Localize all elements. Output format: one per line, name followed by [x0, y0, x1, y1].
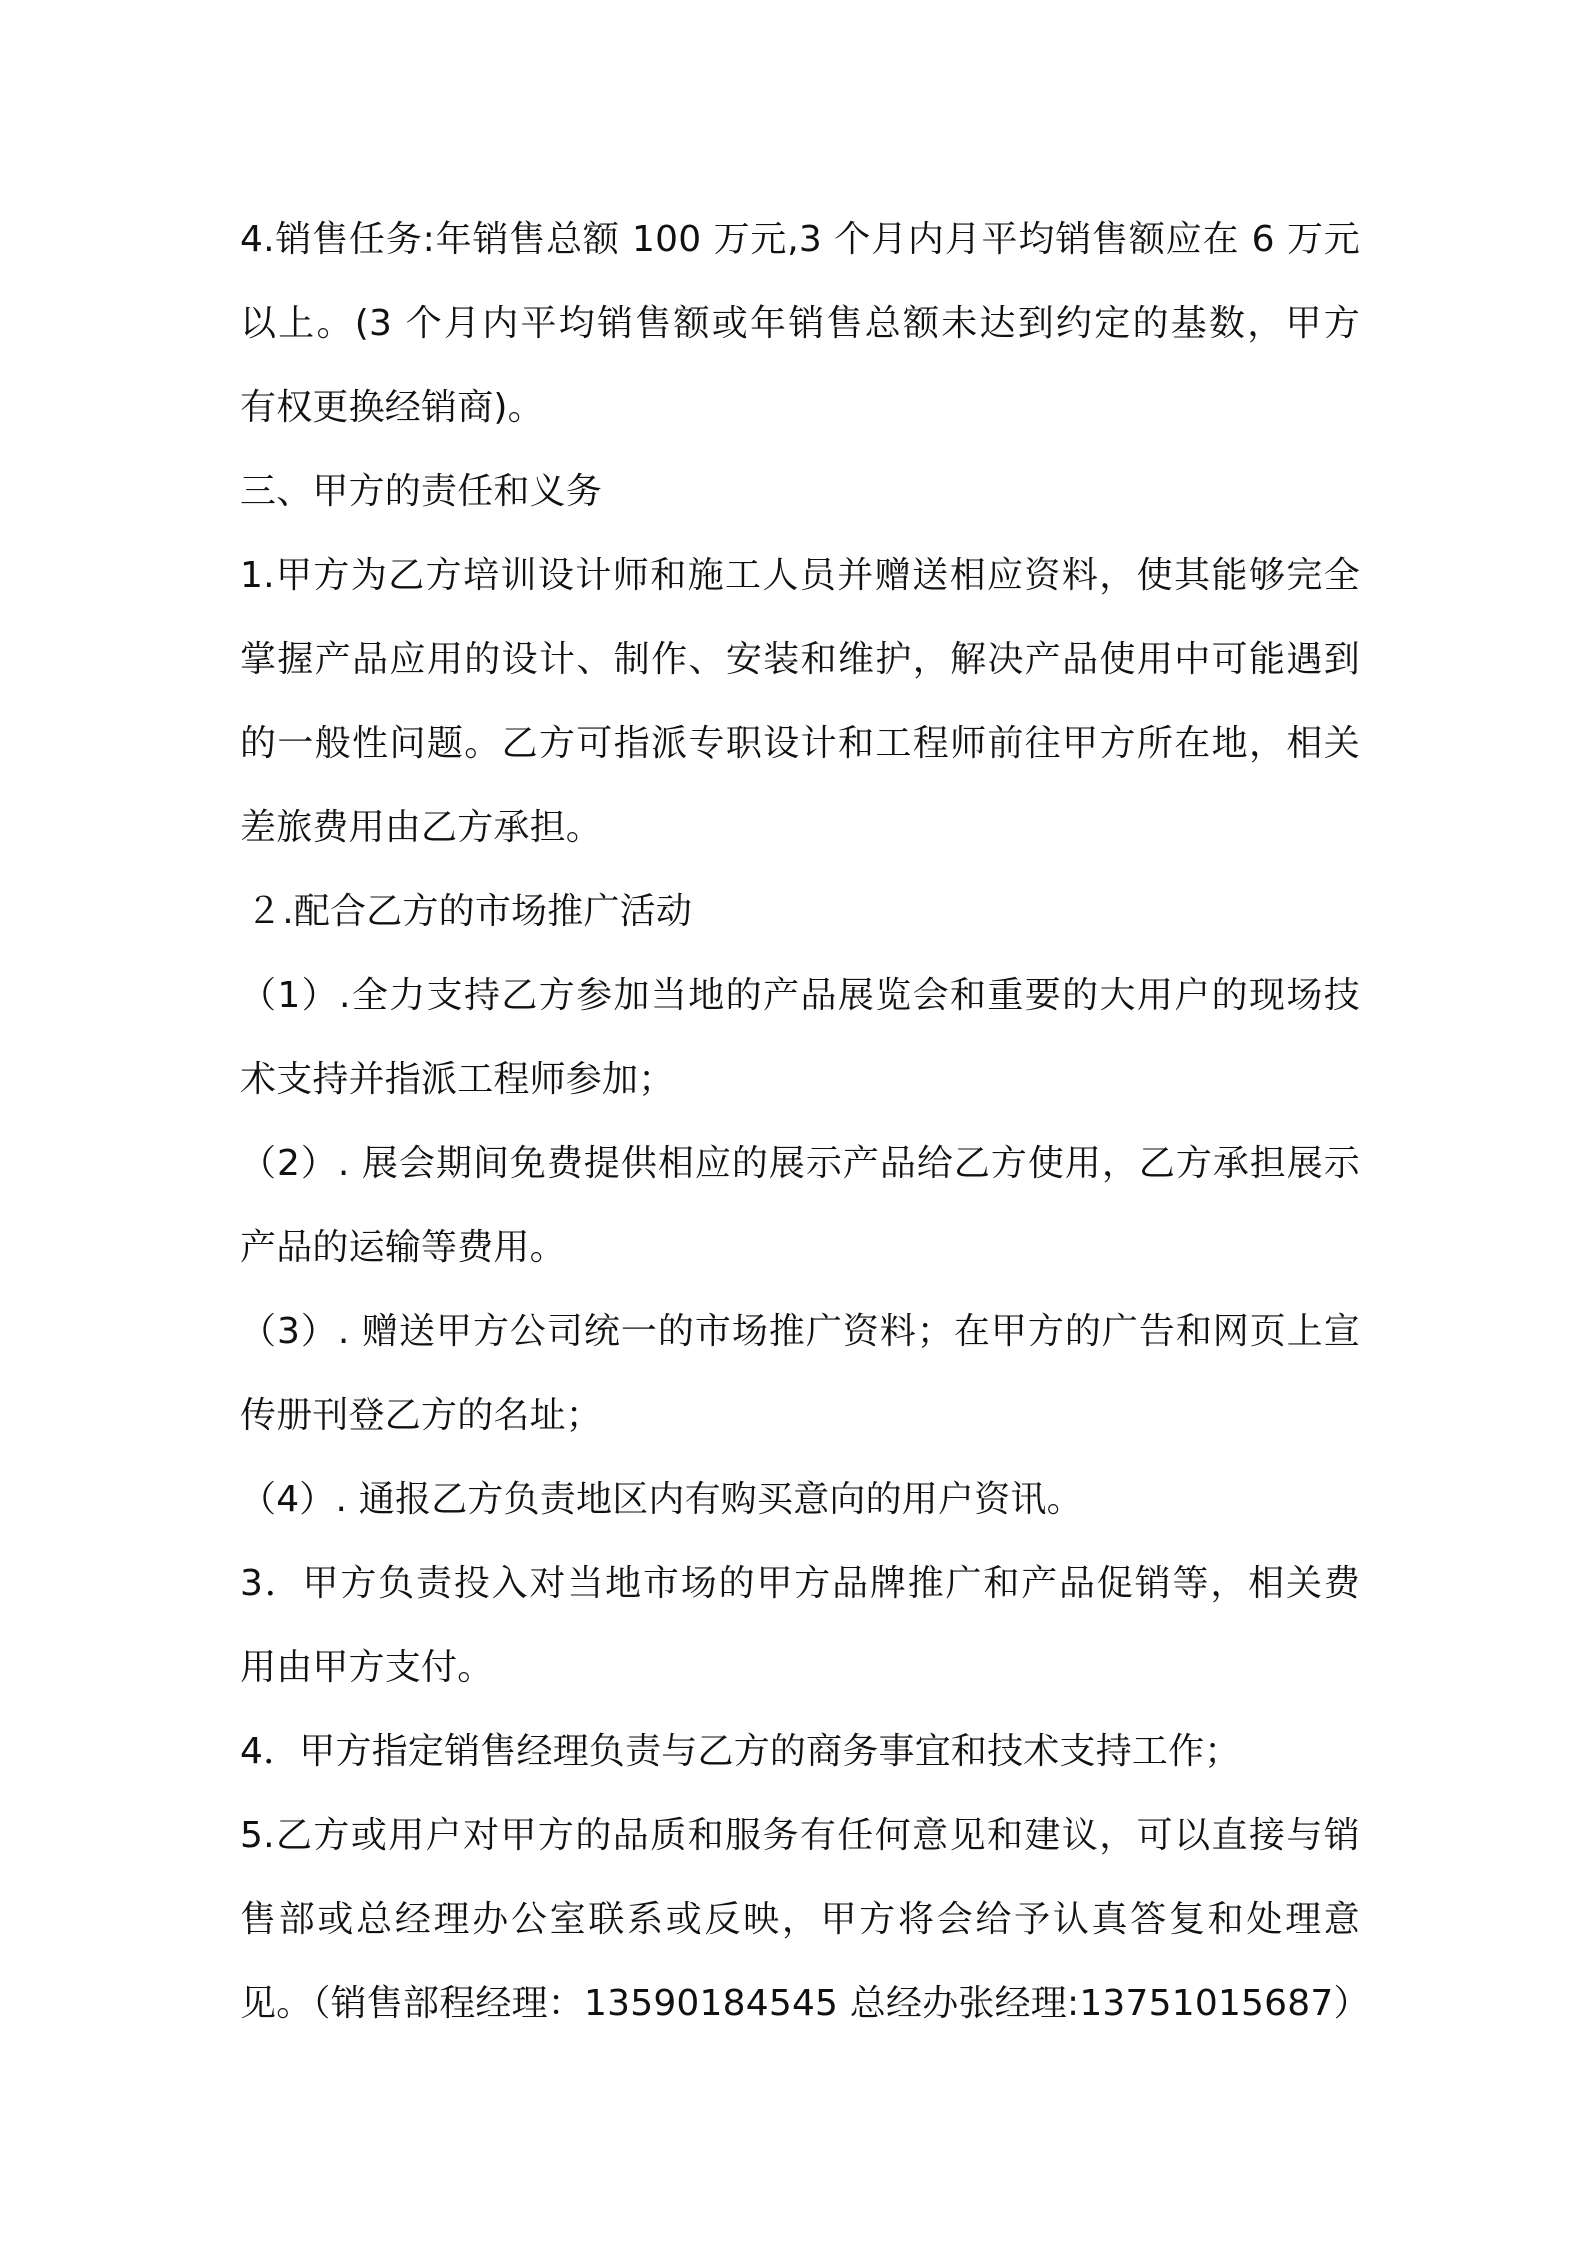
list-item: （4）. 通报乙方负责地区内有购买意向的用户资讯。	[240, 1479, 1083, 1520]
text-line: 3．甲方负责投入对当地市场的甲方品牌推广和产品促销等，相关费	[240, 1563, 1360, 1604]
text-line: 产品的运输等费用。	[240, 1227, 566, 1268]
section-heading: 三、甲方的责任和义务	[240, 471, 603, 512]
text-line: 掌握产品应用的设计、制作、安装和维护，解决产品使用中可能遇到	[240, 639, 1360, 680]
text-line: 术支持并指派工程师参加；	[240, 1059, 675, 1100]
text-line: 以上。(3 个月内平均销售额或年销售总额未达到约定的基数，甲方	[240, 303, 1360, 344]
text-line: 的一般性问题。乙方可指派专职设计和工程师前往甲方所在地，相关	[240, 723, 1360, 764]
text-line: 差旅费用由乙方承担。	[240, 807, 603, 848]
list-item: （2）. 展会期间免费提供相应的展示产品给乙方使用，乙方承担展示	[240, 1143, 1360, 1184]
text-line: 1.甲方为乙方培训设计师和施工人员并赠送相应资料，使其能够完全	[240, 555, 1360, 596]
text-line: 用由甲方支付。	[240, 1647, 494, 1688]
text-line: 有权更换经销商)。	[240, 387, 544, 428]
document-body	[240, 198, 1370, 2046]
text-line: 4．甲方指定销售经理负责与乙方的商务事宜和技术支持工作；	[240, 1731, 1241, 1772]
list-item: （3）. 赠送甲方公司统一的市场推广资料；在甲方的广告和网页上宣	[240, 1311, 1360, 1352]
contact-line: 见。（销售部程经理：13590184545 总经办张经理:13751015687）	[240, 1983, 1370, 2024]
sub-heading: ２.配合乙方的市场推广活动	[246, 891, 693, 932]
text-line: 售部或总经理办公室联系或反映，甲方将会给予认真答复和处理意	[240, 1899, 1360, 1940]
text-line: 传册刊登乙方的名址；	[240, 1395, 603, 1436]
text-line-sales-task: 4.销售任务:年销售总额 100 万元,3 个月内月平均销售额应在 6 万元	[240, 219, 1360, 260]
text-line: 5.乙方或用户对甲方的品质和服务有任何意见和建议，可以直接与销	[240, 1815, 1360, 1856]
list-item: （1）.全力支持乙方参加当地的产品展览会和重要的大用户的现场技	[240, 975, 1360, 1016]
